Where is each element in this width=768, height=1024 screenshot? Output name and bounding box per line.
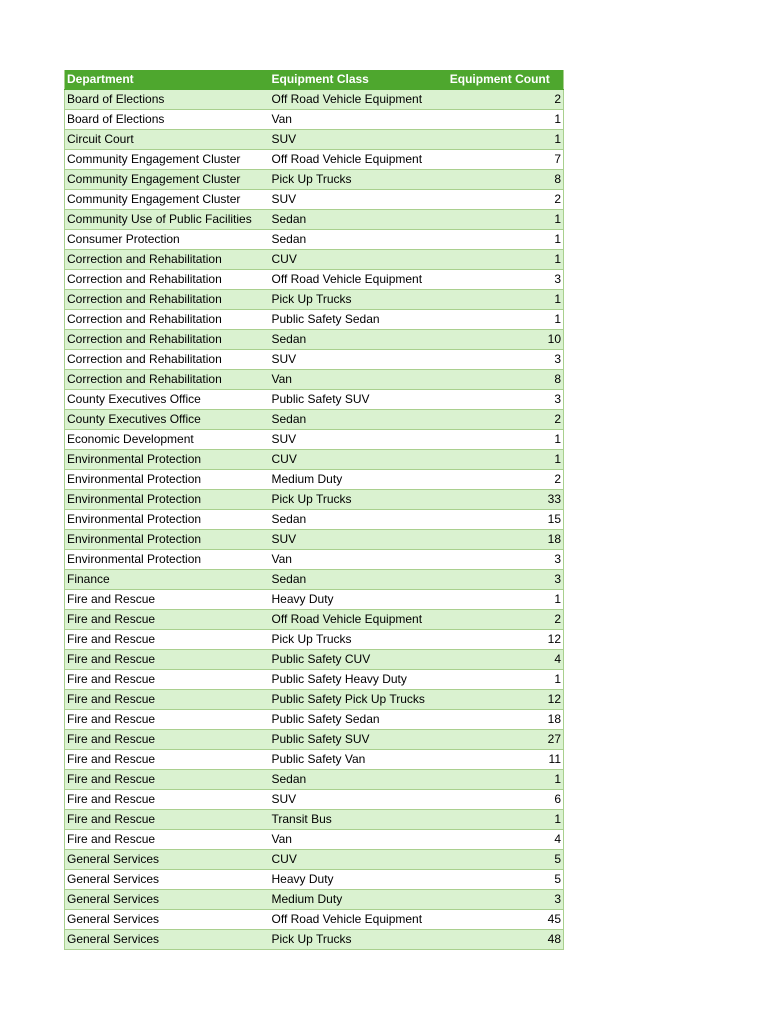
- cell-equipment-count[interactable]: 7: [437, 150, 564, 170]
- table-row: [65, 350, 564, 370]
- cell-equipment-class[interactable]: SUV: [270, 790, 437, 810]
- cell-equipment-class[interactable]: Medium Duty: [270, 470, 437, 490]
- cell-equipment-class[interactable]: Off Road Vehicle Equipment: [270, 270, 437, 290]
- cell-equipment-count[interactable]: 2: [437, 90, 564, 110]
- cell-department[interactable]: Board of Elections: [65, 90, 270, 110]
- table-row: [65, 930, 564, 950]
- cell-department[interactable]: Circuit Court: [65, 130, 270, 150]
- cell-equipment-count[interactable]: 1: [437, 290, 564, 310]
- table-row: [65, 230, 564, 250]
- table-row: [65, 190, 564, 210]
- cell-equipment-class[interactable]: Pick Up Trucks: [270, 170, 437, 190]
- cell-equipment-count[interactable]: 8: [437, 370, 564, 390]
- cell-department[interactable]: Fire and Rescue: [65, 650, 270, 670]
- cell-equipment-count[interactable]: 1: [437, 670, 564, 690]
- cell-department[interactable]: County Executives Office: [65, 390, 270, 410]
- cell-department[interactable]: General Services: [65, 890, 270, 910]
- cell-equipment-class[interactable]: SUV: [270, 190, 437, 210]
- cell-department[interactable]: Community Use of Public Facilities: [65, 210, 270, 230]
- table-row: [65, 690, 564, 710]
- table-row: [65, 630, 564, 650]
- cell-equipment-class[interactable]: Sedan: [270, 510, 437, 530]
- cell-equipment-class[interactable]: Public Safety Van: [270, 750, 437, 770]
- cell-equipment-class[interactable]: Off Road Vehicle Equipment: [270, 910, 437, 930]
- cell-equipment-count[interactable]: 2: [437, 610, 564, 630]
- cell-equipment-count[interactable]: 2: [437, 410, 564, 430]
- cell-equipment-count[interactable]: 3: [437, 270, 564, 290]
- cell-department[interactable]: Correction and Rehabilitation: [65, 270, 270, 290]
- table-row: [65, 610, 564, 630]
- cell-equipment-class[interactable]: Public Safety SUV: [270, 730, 437, 750]
- cell-equipment-class[interactable]: Off Road Vehicle Equipment: [270, 150, 437, 170]
- header-equipment-count[interactable]: Equipment Count: [437, 70, 564, 90]
- header-department[interactable]: Department: [65, 70, 270, 90]
- cell-equipment-class[interactable]: Pick Up Trucks: [270, 930, 437, 950]
- table-row: [65, 170, 564, 190]
- cell-department[interactable]: General Services: [65, 930, 270, 950]
- cell-equipment-class[interactable]: Pick Up Trucks: [270, 290, 437, 310]
- table-row: [65, 130, 564, 150]
- cell-equipment-count[interactable]: 1: [437, 450, 564, 470]
- table-row: [65, 210, 564, 230]
- cell-department[interactable]: Community Engagement Cluster: [65, 190, 270, 210]
- cell-department[interactable]: Environmental Protection: [65, 470, 270, 490]
- table-row: [65, 370, 564, 390]
- table-row: [65, 650, 564, 670]
- table-row: [65, 510, 564, 530]
- table-row: [65, 710, 564, 730]
- table-row: [65, 450, 564, 470]
- table-row: [65, 750, 564, 770]
- cell-equipment-count[interactable]: 1: [437, 310, 564, 330]
- cell-department[interactable]: Fire and Rescue: [65, 610, 270, 630]
- cell-equipment-count[interactable]: 12: [437, 690, 564, 710]
- cell-equipment-class[interactable]: Van: [270, 830, 437, 850]
- cell-department[interactable]: Environmental Protection: [65, 510, 270, 530]
- cell-equipment-class[interactable]: Public Safety Heavy Duty: [270, 670, 437, 690]
- cell-equipment-class[interactable]: Sedan: [270, 770, 437, 790]
- table-row: [65, 430, 564, 450]
- table-row: [65, 550, 564, 570]
- cell-equipment-class[interactable]: Public Safety SUV: [270, 390, 437, 410]
- cell-equipment-count[interactable]: 33: [437, 490, 564, 510]
- cell-equipment-class[interactable]: Off Road Vehicle Equipment: [270, 90, 437, 110]
- cell-department[interactable]: Correction and Rehabilitation: [65, 250, 270, 270]
- cell-equipment-class[interactable]: Van: [270, 550, 437, 570]
- cell-equipment-count[interactable]: 1: [437, 210, 564, 230]
- cell-equipment-count[interactable]: 3: [437, 350, 564, 370]
- cell-equipment-count[interactable]: 3: [437, 390, 564, 410]
- cell-department[interactable]: Environmental Protection: [65, 550, 270, 570]
- cell-department[interactable]: Fire and Rescue: [65, 590, 270, 610]
- cell-equipment-count[interactable]: 18: [437, 710, 564, 730]
- table-row: [65, 250, 564, 270]
- cell-equipment-class[interactable]: Pick Up Trucks: [270, 630, 437, 650]
- cell-department[interactable]: General Services: [65, 910, 270, 930]
- cell-equipment-count[interactable]: 48: [437, 930, 564, 950]
- cell-department[interactable]: Community Engagement Cluster: [65, 170, 270, 190]
- cell-equipment-count[interactable]: 2: [437, 190, 564, 210]
- cell-equipment-class[interactable]: Public Safety CUV: [270, 650, 437, 670]
- cell-department[interactable]: Correction and Rehabilitation: [65, 330, 270, 350]
- cell-department[interactable]: Fire and Rescue: [65, 630, 270, 650]
- cell-equipment-class[interactable]: Sedan: [270, 410, 437, 430]
- cell-equipment-class[interactable]: Sedan: [270, 570, 437, 590]
- table-row: [65, 870, 564, 890]
- table-row: [65, 410, 564, 430]
- cell-department[interactable]: Fire and Rescue: [65, 690, 270, 710]
- cell-department[interactable]: Fire and Rescue: [65, 830, 270, 850]
- cell-equipment-count[interactable]: 3: [437, 550, 564, 570]
- table-body: [65, 90, 564, 950]
- table-row: [65, 590, 564, 610]
- cell-equipment-count[interactable]: 1: [437, 130, 564, 150]
- cell-department[interactable]: Correction and Rehabilitation: [65, 370, 270, 390]
- cell-department[interactable]: Fire and Rescue: [65, 670, 270, 690]
- cell-department[interactable]: Fire and Rescue: [65, 770, 270, 790]
- equipment-table: [64, 70, 564, 950]
- cell-equipment-count[interactable]: 1: [437, 810, 564, 830]
- cell-equipment-class[interactable]: SUV: [270, 530, 437, 550]
- cell-equipment-count[interactable]: 4: [437, 830, 564, 850]
- cell-equipment-count[interactable]: 15: [437, 510, 564, 530]
- cell-equipment-count[interactable]: 1: [437, 590, 564, 610]
- table-row: [65, 90, 564, 110]
- table-row: [65, 850, 564, 870]
- cell-department[interactable]: General Services: [65, 870, 270, 890]
- table-row: [65, 150, 564, 170]
- cell-equipment-count[interactable]: 6: [437, 790, 564, 810]
- table-row: [65, 290, 564, 310]
- spreadsheet-page: [64, 70, 563, 950]
- cell-department[interactable]: Correction and Rehabilitation: [65, 310, 270, 330]
- table-row: [65, 730, 564, 750]
- cell-equipment-class[interactable]: Transit Bus: [270, 810, 437, 830]
- cell-equipment-class[interactable]: Sedan: [270, 230, 437, 250]
- cell-equipment-class[interactable]: CUV: [270, 250, 437, 270]
- table-row: [65, 390, 564, 410]
- cell-equipment-class[interactable]: Pick Up Trucks: [270, 490, 437, 510]
- cell-equipment-count[interactable]: 18: [437, 530, 564, 550]
- cell-equipment-count[interactable]: 1: [437, 250, 564, 270]
- cell-equipment-count[interactable]: 3: [437, 890, 564, 910]
- cell-equipment-class[interactable]: CUV: [270, 450, 437, 470]
- table-row: [65, 110, 564, 130]
- cell-equipment-class[interactable]: Off Road Vehicle Equipment: [270, 610, 437, 630]
- table-row: [65, 670, 564, 690]
- table-row: [65, 330, 564, 350]
- cell-department[interactable]: Fire and Rescue: [65, 710, 270, 730]
- cell-equipment-count[interactable]: 10: [437, 330, 564, 350]
- cell-equipment-class[interactable]: Public Safety Sedan: [270, 710, 437, 730]
- cell-department[interactable]: Environmental Protection: [65, 530, 270, 550]
- cell-equipment-count[interactable]: 1: [437, 230, 564, 250]
- table-row: [65, 310, 564, 330]
- cell-equipment-class[interactable]: Medium Duty: [270, 890, 437, 910]
- cell-equipment-class[interactable]: SUV: [270, 430, 437, 450]
- cell-department[interactable]: Finance: [65, 570, 270, 590]
- cell-equipment-count[interactable]: 2: [437, 470, 564, 490]
- cell-department[interactable]: Correction and Rehabilitation: [65, 350, 270, 370]
- table-row: [65, 770, 564, 790]
- cell-department[interactable]: General Services: [65, 850, 270, 870]
- cell-equipment-count[interactable]: 1: [437, 430, 564, 450]
- cell-department[interactable]: County Executives Office: [65, 410, 270, 430]
- table-row: [65, 790, 564, 810]
- table-row: [65, 530, 564, 550]
- header-row: [65, 70, 564, 90]
- table-row: [65, 830, 564, 850]
- cell-department[interactable]: Correction and Rehabilitation: [65, 290, 270, 310]
- table-row: [65, 810, 564, 830]
- table-row: [65, 270, 564, 290]
- cell-department[interactable]: Fire and Rescue: [65, 730, 270, 750]
- table-row: [65, 910, 564, 930]
- cell-department[interactable]: Economic Development: [65, 430, 270, 450]
- cell-equipment-class[interactable]: Van: [270, 370, 437, 390]
- cell-department[interactable]: Board of Elections: [65, 110, 270, 130]
- cell-department[interactable]: Fire and Rescue: [65, 790, 270, 810]
- cell-equipment-count[interactable]: 27: [437, 730, 564, 750]
- cell-equipment-count[interactable]: 8: [437, 170, 564, 190]
- cell-equipment-count[interactable]: 45: [437, 910, 564, 930]
- cell-equipment-count[interactable]: 5: [437, 850, 564, 870]
- cell-equipment-count[interactable]: 11: [437, 750, 564, 770]
- table-row: [65, 890, 564, 910]
- table-header: [65, 70, 564, 90]
- cell-equipment-class[interactable]: Public Safety Pick Up Trucks: [270, 690, 437, 710]
- table-row: [65, 470, 564, 490]
- cell-equipment-count[interactable]: 3: [437, 570, 564, 590]
- cell-department[interactable]: Consumer Protection: [65, 230, 270, 250]
- cell-equipment-class[interactable]: SUV: [270, 350, 437, 370]
- cell-equipment-count[interactable]: 4: [437, 650, 564, 670]
- cell-equipment-class[interactable]: SUV: [270, 130, 437, 150]
- cell-equipment-class[interactable]: CUV: [270, 850, 437, 870]
- cell-equipment-count[interactable]: 1: [437, 770, 564, 790]
- cell-equipment-class[interactable]: Heavy Duty: [270, 590, 437, 610]
- cell-equipment-class[interactable]: Sedan: [270, 210, 437, 230]
- cell-department[interactable]: Fire and Rescue: [65, 810, 270, 830]
- cell-department[interactable]: Environmental Protection: [65, 450, 270, 470]
- cell-equipment-count[interactable]: 5: [437, 870, 564, 890]
- cell-equipment-class[interactable]: Sedan: [270, 330, 437, 350]
- cell-equipment-count[interactable]: 12: [437, 630, 564, 650]
- table-row: [65, 490, 564, 510]
- cell-department[interactable]: Environmental Protection: [65, 490, 270, 510]
- header-equipment-class[interactable]: Equipment Class: [270, 70, 437, 90]
- cell-equipment-class[interactable]: Van: [270, 110, 437, 130]
- cell-equipment-count[interactable]: 1: [437, 110, 564, 130]
- cell-equipment-class[interactable]: Public Safety Sedan: [270, 310, 437, 330]
- cell-equipment-class[interactable]: Heavy Duty: [270, 870, 437, 890]
- table-row: [65, 570, 564, 590]
- cell-department[interactable]: Community Engagement Cluster: [65, 150, 270, 170]
- cell-department[interactable]: Fire and Rescue: [65, 750, 270, 770]
